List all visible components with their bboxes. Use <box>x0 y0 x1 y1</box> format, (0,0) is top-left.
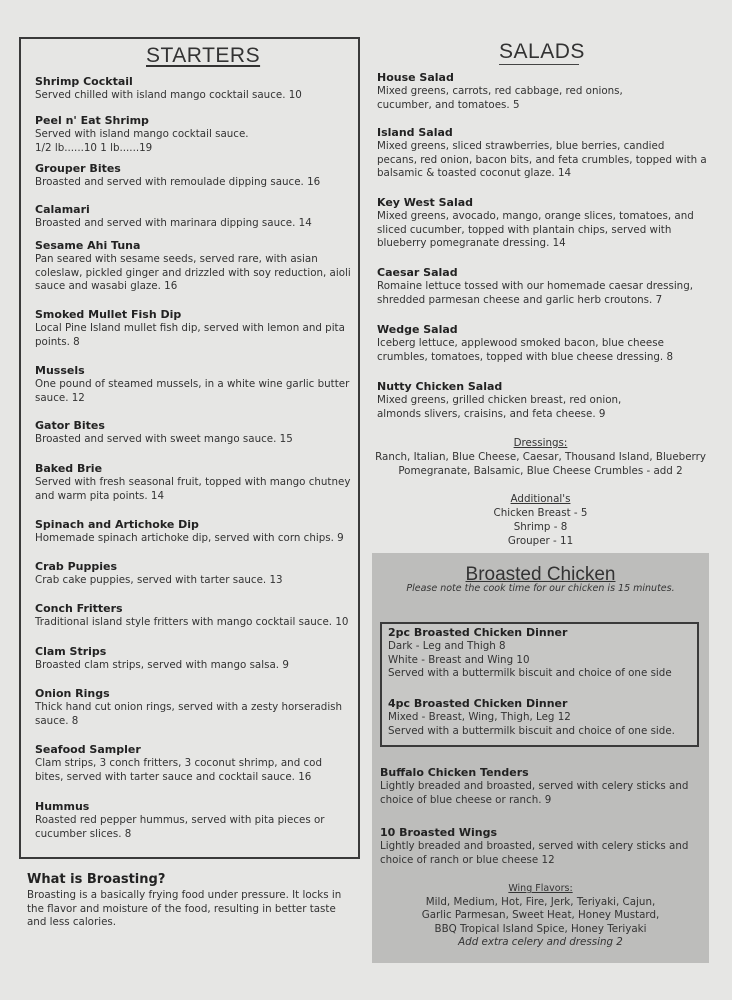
item-desc: Traditional island style fritters with mango cocktail sauce. 10 <box>35 616 349 628</box>
salads-title-underline <box>499 64 579 65</box>
item-name: Onion Rings <box>35 687 110 700</box>
menu-item <box>35 114 353 155</box>
broasting-info <box>27 872 347 930</box>
additionals-block <box>372 492 709 548</box>
extra-celery-note: Add extra celery and dressing 2 <box>458 936 623 949</box>
menu-item <box>35 419 353 447</box>
item-name: House Salad <box>377 71 454 84</box>
dressings-block <box>372 436 709 478</box>
item-desc: Thick hand cut onion rings, served with a zesty horseradish sauce. 8 <box>35 701 343 727</box>
item-name: Key West Salad <box>377 196 474 209</box>
item-name: Sesame Ahi Tuna <box>35 239 141 252</box>
wing-flavors-line: Garlic Parmesan, Sweet Heat, Honey Mustard, <box>421 909 660 922</box>
wing-flavors-title: Wing Flavors: <box>508 883 573 894</box>
dinner-option: Mixed - Breast, Wing, Thigh, Leg 12 <box>388 711 571 723</box>
menu-item <box>35 518 353 546</box>
item-desc: Iceberg lettuce, applewood smoked bacon, blue cheese crumbles, tomatoes, topped with blue cheese dressing. 8 <box>377 337 674 363</box>
item-name: Wedge Salad <box>377 323 458 336</box>
item-name: 4pc Broasted Chicken Dinner <box>388 697 568 710</box>
dressings-line: Pomegranate, Balsamic, Blue Cheese Crumbles - add 2 <box>398 465 683 477</box>
additional-item: Grouper - 11 <box>507 535 574 547</box>
item-name: Caesar Salad <box>377 266 458 279</box>
item-name: Peel n' Eat Shrimp <box>35 114 149 127</box>
item-name: Hummus <box>35 800 90 813</box>
item-desc: Romaine lettuce tossed with our homemade caesar dressing, shredded parmesan cheese and garlic herb croutons. 7 <box>377 280 694 306</box>
menu-item <box>35 560 353 588</box>
menu-item <box>377 380 707 421</box>
broasting-text: Broasting is a basically frying food under pressure. It locks in the flavor and moisture of the food, resulting in better taste and less calories. <box>27 889 342 929</box>
menu-item <box>35 743 353 784</box>
dressings-line: Ranch, Italian, Blue Cheese, Caesar, Thousand Island, Blueberry <box>375 451 706 463</box>
item-name: Baked Brie <box>35 462 103 475</box>
item-desc: Served chilled with island mango cocktail sauce. 10 <box>35 89 302 101</box>
salads-title: SALADS <box>499 40 585 63</box>
item-name: Mussels <box>35 364 85 377</box>
item-desc: Mixed greens, avocado, mango, orange slices, tomatoes, and sliced cucumber, topped with plantain chips, served with blueberry pomegranate dressing. 14 <box>377 210 694 250</box>
cook-time-note: Please note the cook time for our chicken is 15 minutes. <box>406 583 675 594</box>
item-desc: Broasted and served with marinara dipping sauce. 14 <box>35 217 312 229</box>
menu-item <box>35 800 353 841</box>
item-desc: One pound of steamed mussels, in a white wine garlic butter sauce. 12 <box>35 378 350 404</box>
item-desc: Clam strips, 3 conch fritters, 3 coconut shrimp, and cod bites, served with tarter sauce and cocktail sauce. 16 <box>35 757 323 783</box>
broasted-wings <box>380 826 698 867</box>
item-desc: Broasted clam strips, served with mango salsa. 9 <box>35 659 289 671</box>
additional-item: Shrimp - 8 <box>513 521 568 533</box>
item-name: Conch Fritters <box>35 602 123 615</box>
item-name: Seafood Sampler <box>35 743 141 756</box>
starters-title: STARTERS <box>146 44 261 67</box>
item-desc: Lightly breaded and broasted, served with celery sticks and choice of ranch or blue cheese 12 <box>380 840 689 866</box>
item-desc: Served with island mango cocktail sauce. <box>35 128 249 140</box>
item-name: Clam Strips <box>35 645 107 658</box>
item-name: Shrimp Cocktail <box>35 75 133 88</box>
chicken-title: Broasted Chicken <box>465 564 616 585</box>
menu-item <box>35 308 353 349</box>
menu-item <box>35 239 353 294</box>
menu-item <box>377 71 707 112</box>
dressings-title: Dressings: <box>513 437 568 449</box>
item-desc: Local Pine Island mullet fish dip, served with lemon and pita points. 8 <box>35 322 345 348</box>
menu-item <box>35 602 353 630</box>
item-name: Island Salad <box>377 126 453 139</box>
item-desc: Roasted red pepper hummus, served with pita pieces or cucumber slices. 8 <box>35 814 325 840</box>
additional-item: Chicken Breast - 5 <box>493 507 588 519</box>
wing-flavors <box>372 882 709 950</box>
item-desc: Homemade spinach artichoke dip, served with corn chips. 9 <box>35 532 344 544</box>
item-name: Calamari <box>35 203 90 216</box>
menu-item <box>35 203 353 231</box>
starters-section <box>19 37 360 859</box>
menu-item <box>35 162 353 190</box>
item-name: Nutty Chicken Salad <box>377 380 503 393</box>
item-desc: Pan seared with sesame seeds, served rare, with asian coleslaw, pickled ginger and drizzled with soy reduction, aioli sauce and wasabi glaze. 16 <box>35 253 351 293</box>
item-desc: Mixed greens, carrots, red cabbage, red onions, cucumber, and tomatoes. 5 <box>377 85 623 111</box>
item-desc: Mixed greens, grilled chicken breast, red onion, almonds slivers, craisins, and feta cheese. 9 <box>377 394 622 420</box>
dinner-served: Served with a buttermilk biscuit and choice of one side <box>388 667 672 680</box>
additionals-title: Additional's <box>510 493 571 505</box>
menu-item <box>35 364 353 405</box>
item-name: Grouper Bites <box>35 162 121 175</box>
item-name: Gator Bites <box>35 419 105 432</box>
item-desc: Broasted and served with remoulade dipping sauce. 16 <box>35 176 321 188</box>
dinner-option: White - Breast and Wing 10 <box>388 653 530 666</box>
menu-item <box>35 462 353 503</box>
dinner-2pc <box>388 626 696 681</box>
item-desc: Broasted and served with sweet mango sauce. 15 <box>35 433 293 445</box>
menu-item <box>377 266 707 307</box>
item-name: Buffalo Chicken Tenders <box>380 766 529 779</box>
dinner-option: Dark - Leg and Thigh 8 <box>388 640 506 652</box>
item-name: Smoked Mullet Fish Dip <box>35 308 182 321</box>
menu-item <box>377 323 707 364</box>
item-desc-prices: 1/2 lb......10 1 lb......19 <box>35 141 153 154</box>
broasting-title: What is Broasting? <box>27 872 166 887</box>
wing-flavors-line: BBQ Tropical Island Spice, Honey Teriyaki <box>434 922 647 935</box>
dinner-4pc <box>388 697 696 738</box>
menu-item <box>35 75 353 103</box>
chicken-header <box>372 564 709 596</box>
item-name: 2pc Broasted Chicken Dinner <box>388 626 568 639</box>
wing-flavors-line: Mild, Medium, Hot, Fire, Jerk, Teriyaki, Cajun, <box>425 895 656 908</box>
menu-item <box>377 126 707 181</box>
item-name: Crab Puppies <box>35 560 118 573</box>
menu-item <box>35 687 353 728</box>
item-name: Spinach and Artichoke Dip <box>35 518 199 531</box>
item-desc: Lightly breaded and broasted, served with celery sticks and choice of blue cheese or ranch. 9 <box>380 780 689 806</box>
item-desc: Crab cake puppies, served with tarter sauce. 13 <box>35 574 283 586</box>
dinner-served: Served with a buttermilk biscuit and choice of one side. <box>388 724 675 737</box>
item-desc: Mixed greens, sliced strawberries, blue berries, candied pecans, red onion, bacon bits, and feta crumbles, topped with a balsamic & toasted coconut glaze. 14 <box>377 140 707 180</box>
item-desc: Served with fresh seasonal fruit, topped with mango chutney and warm pita points. 14 <box>35 476 351 502</box>
menu-item <box>377 196 707 251</box>
buffalo-tenders <box>380 766 698 807</box>
item-name: 10 Broasted Wings <box>380 826 498 839</box>
menu-item <box>35 645 353 673</box>
